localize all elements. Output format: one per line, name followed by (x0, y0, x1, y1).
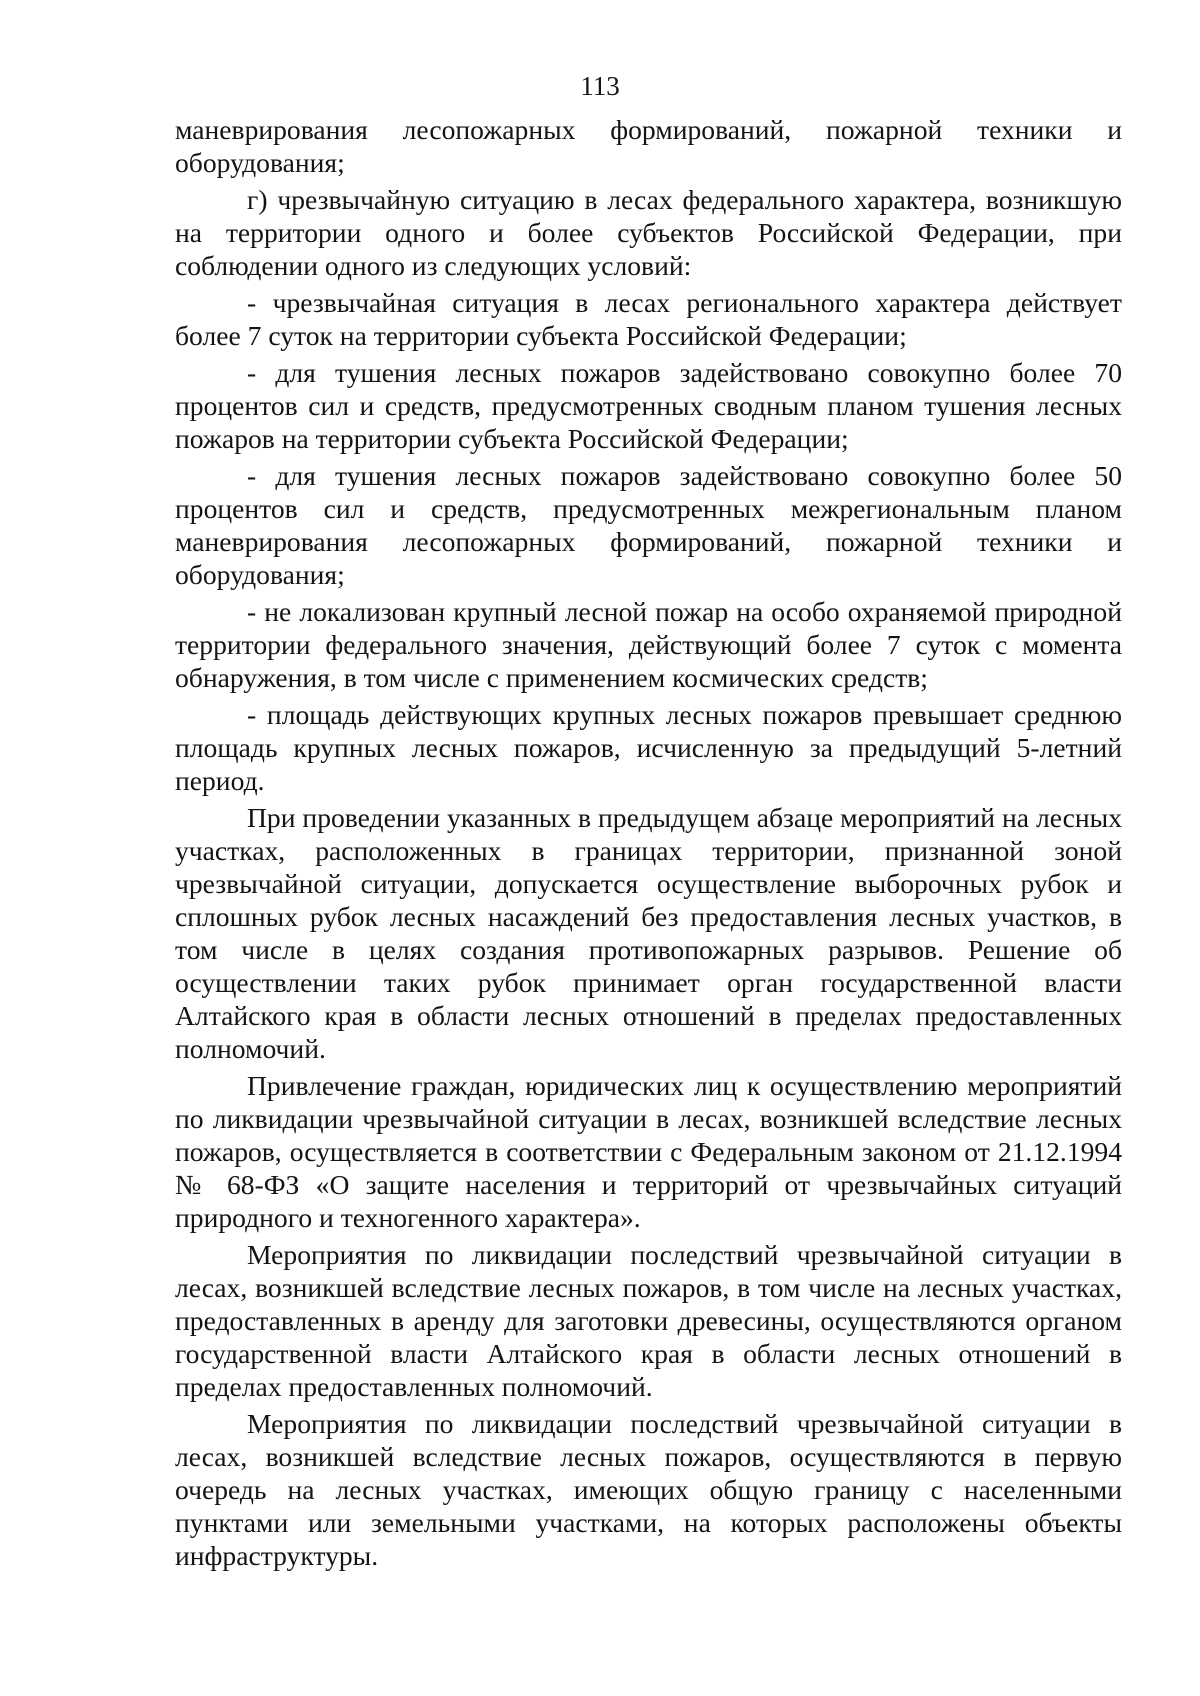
paragraph-condition-4: - не локализован крупный лесной пожар на особо охраняемой природной территории федерального значения, действующий более 7 суток с момента обнаружения, в том числе с применением космических средств; (175, 596, 1122, 693)
paragraph-condition-2: - для тушения лесных пожаров задействовано совокупно более 70 процентов сил и средств, предусмотренных сводным планом тушения лесных пожаров на территории субъекта Российской Федерации; (175, 357, 1122, 454)
paragraph-aftermath-measures: Мероприятия по ликвидации последствий чрезвычайной ситуации в лесах, возникшей вследствие лесных пожаров, в том числе на лесных участках, предоставленных в аренду для заготовки древесины, осуществляются органом государственной власти Алтайского края в области лесных отношений в пределах предоставленных полномочий. (175, 1239, 1122, 1402)
paragraph-condition-1: - чрезвычайная ситуация в лесах регионального характера действует более 7 суток на территории субъекта Российской Федерации; (175, 287, 1122, 351)
paragraph-logging: При проведении указанных в предыдущем абзаце мероприятий на лесных участках, расположенных в границах территории, признанной зоной чрезвычайной ситуации, допускается осуществление выборочных рубок и сплошных рубок лесных насаждений без предоставления лесных участков, в том числе в целях создания противопожарных разрывов. Решение об осуществлении таких рубок принимает орган государственной власти Алтайского края в области лесных отношений в пределах предоставленных полномочий. (175, 802, 1122, 1064)
paragraph-condition-3: - для тушения лесных пожаров задействовано совокупно более 50 процентов сил и средств, предусмотренных межрегиональным планом маневрирования лесопожарных формирований, пожарной техники и оборудования; (175, 460, 1122, 590)
document-body (175, 113, 1122, 1572)
page-number: 113 (580, 71, 620, 101)
paragraph-item-g: г) чрезвычайную ситуацию в лесах федерального характера, возникшую на территории одного и более субъектов Российской Федерации, при соблюдении одного из следующих условий: (175, 184, 1122, 281)
paragraph-condition-5: - площадь действующих крупных лесных пожаров превышает среднюю площадь крупных лесных пожаров, исчисленную за предыдущий 5-летний период. (175, 699, 1122, 796)
paragraph-involvement: Привлечение граждан, юридических лиц к осуществлению мероприятий по ликвидации чрезвычайной ситуации в лесах, возникшей вследствие лесных пожаров, осуществляется в соответствии с Федеральным законом от 21.12.1994 № 68-ФЗ «О защите населения и территорий от чрезвычайных ситуаций природного и техногенного характера». (175, 1070, 1122, 1233)
paragraph-continuation: маневрирования лесопожарных формирований, пожарной техники и оборудования; (175, 114, 1122, 178)
paragraph-priority-areas: Мероприятия по ликвидации последствий чрезвычайной ситуации в лесах, возникшей вследствие лесных пожаров, осуществляются в первую очередь на лесных участках, имеющих общую границу с населенными пунктами или земельными участками, на которых расположены объекты инфраструктуры. (175, 1408, 1122, 1571)
